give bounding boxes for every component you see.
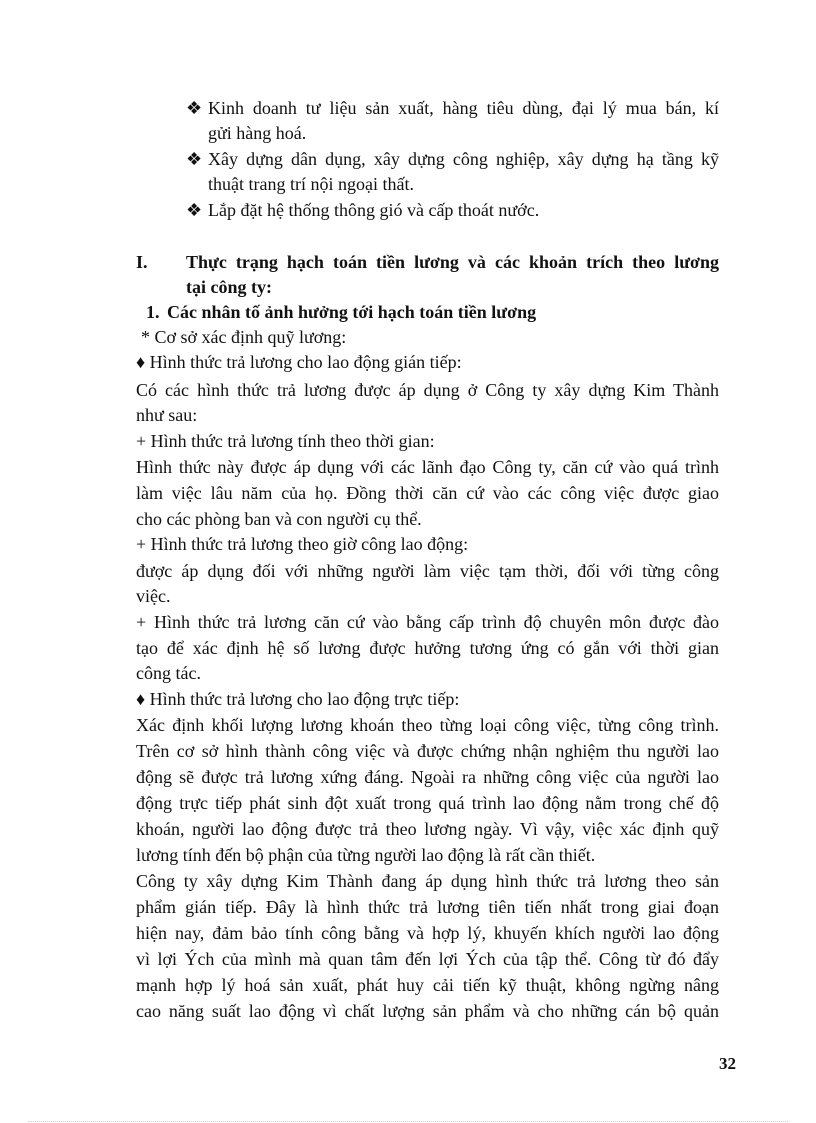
text-line: Hình thức này được áp dụng với các lãnh đạo Công ty, căn cứ vào quá trình: [136, 457, 719, 477]
bullet-2-line-2: thuật trang trí nội ngoại thất.: [208, 174, 414, 194]
page-number: 32: [719, 1054, 736, 1073]
text-line: hiện nay, đảm bảo tính công bằng và hợp lý, khuyến khích người lao động: [136, 923, 719, 943]
text-line: tạo để xác định hệ số lương được hưởng tương ứng có gắn với thời gian: [136, 638, 719, 658]
text-line: * Cơ sở xác định quỹ lương:: [141, 327, 347, 347]
bullet-1-line-1: Kinh doanh tư liệu sản xuất, hàng tiêu dùng, đại lý mua bán, kí: [208, 98, 719, 118]
text-line: + Hình thức trả lương căn cứ vào bằng cấp trình độ chuyên môn được đào: [136, 612, 719, 632]
text-line: + Hình thức trả lương theo giờ công lao động:: [136, 534, 469, 554]
text-line: ♦ Hình thức trả lương cho lao động gián tiếp:: [136, 352, 462, 372]
text-line: được áp dụng đối với những người làm việc tạm thời, đối với từng công: [136, 561, 719, 581]
text-line: cao năng suất lao động vì chất lượng sản phẩm và cho những cán bộ quản: [136, 1001, 719, 1021]
text-line: việc.: [136, 586, 171, 606]
text-line: Xác định khối lượng lương khoán theo từng loại công việc, từng công trình.: [136, 715, 719, 735]
text-line: cho các phòng ban và con người cụ thể.: [136, 509, 422, 529]
text-line: mạnh hợp lý hoá sản xuất, phát huy cải tiến kỹ thuật, không ngừng nâng: [136, 975, 719, 995]
text-line: Có các hình thức trả lương được áp dụng ở Công ty xây dựng Kim Thành: [136, 380, 719, 400]
text-line: vì lợi Ých của mình mà quan tâm đến lợi Ých của tập thể. Công từ đó đẩy: [136, 949, 719, 969]
bullet-diamond-icon: ❖: [186, 149, 203, 169]
bullet-2-line-1: Xây dựng dân dụng, xây dựng công nghiệp, xây dựng hạ tầng kỹ: [208, 149, 719, 169]
text-line: Trên cơ sở hình thành công việc và được chứng nhận nghiệm thu người lao: [136, 741, 719, 761]
subsection-number: 1.: [146, 302, 160, 322]
text-line: khoán, người lao động được trả theo lương ngày. Vì vậy, việc xác định quỹ: [136, 819, 719, 839]
text-line: động trực tiếp phát sinh đột xuất trong quá trình lao động nằm trong chế độ: [136, 793, 719, 813]
text-line: như sau:: [136, 405, 198, 425]
text-line: lương tính đến bộ phận của từng người lao động là rất cần thiết.: [136, 845, 596, 865]
text-line: động sẽ được trả lương xứng đáng. Ngoài ra những công việc của người lao: [136, 767, 719, 787]
bullet-diamond-icon: ❖: [186, 98, 203, 118]
text-line: Công ty xây dựng Kim Thành đang áp dụng hình thức trả lương theo sản: [136, 871, 719, 891]
bullet-3-line-1: Lắp đặt hệ thống thông gió và cấp thoát nước.: [208, 200, 540, 220]
subsection-title: Các nhân tố ảnh hưởng tới hạch toán tiền lương: [167, 302, 537, 322]
section-number: I.: [136, 252, 148, 272]
text-line: + Hình thức trả lương tính theo thời gian:: [136, 431, 435, 451]
section-title-line-1: Thực trạng hạch toán tiền lương và các khoản trích theo lương: [186, 252, 719, 272]
bullet-1-line-2: gửi hàng hoá.: [208, 123, 307, 143]
text-line: ♦ Hình thức trả lương cho lao động trực tiếp:: [136, 689, 460, 709]
text-line: phẩm gián tiếp. Đây là hình thức trả lương tiên tiến nhất trong giai đoạn: [136, 897, 719, 917]
footer-divider: [28, 1121, 788, 1122]
bullet-diamond-icon: ❖: [186, 200, 203, 220]
section-title-line-2: tại công ty:: [186, 277, 272, 297]
text-line: làm việc lâu năm của họ. Đồng thời căn cứ vào các công việc được giao: [136, 483, 719, 503]
text-line: công tác.: [136, 663, 201, 683]
